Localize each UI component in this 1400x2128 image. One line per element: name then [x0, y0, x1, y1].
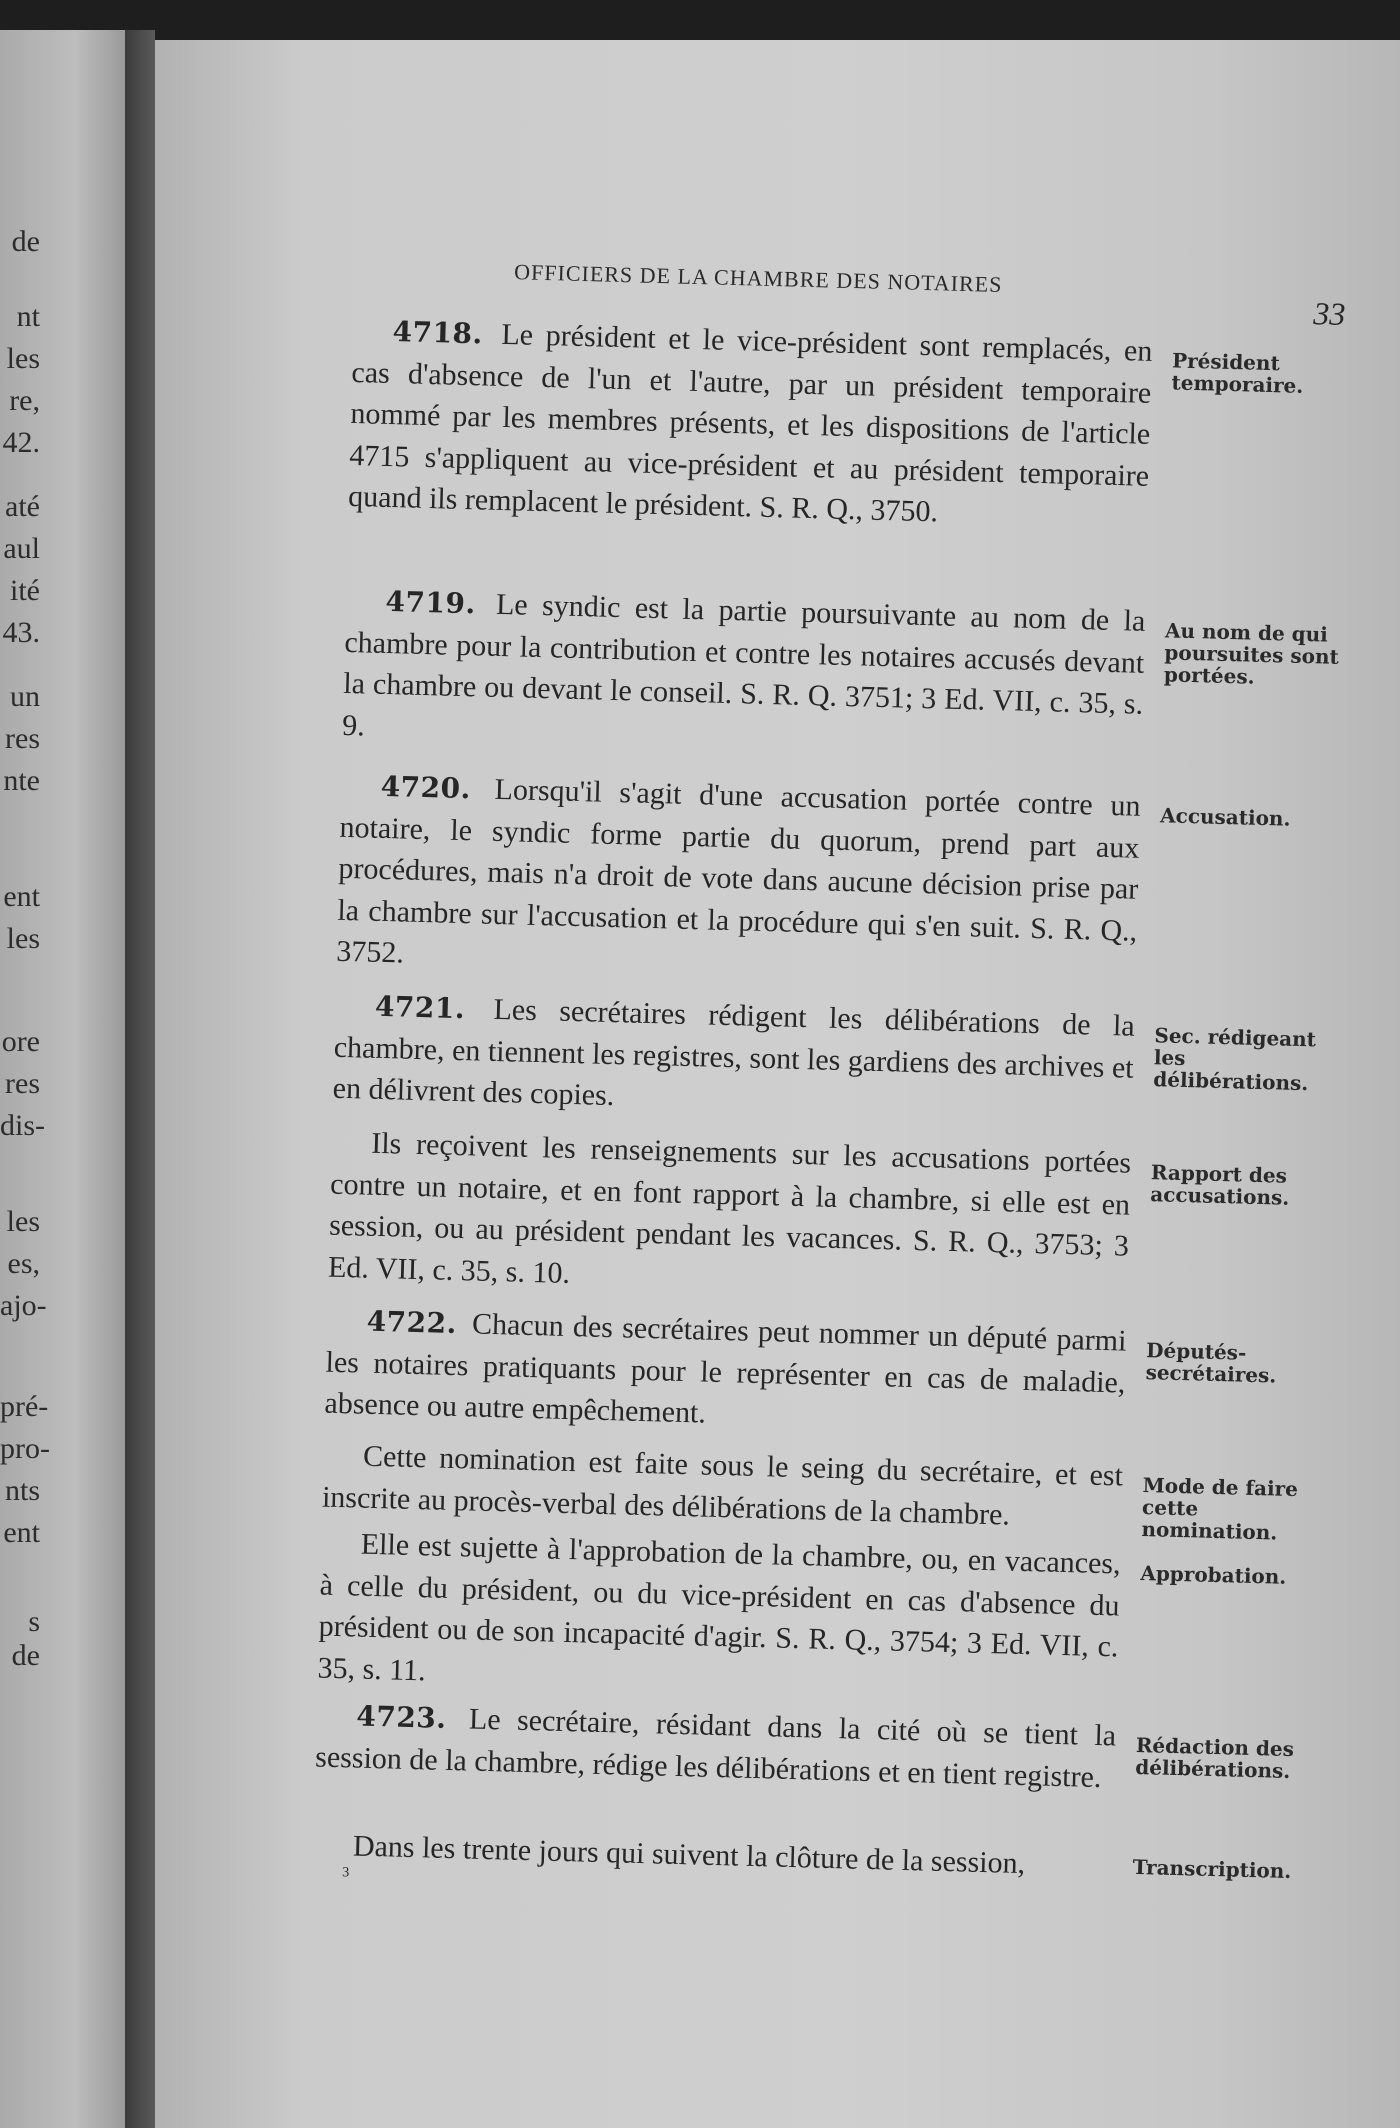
printer-signature-mark: 3	[342, 1865, 350, 1881]
left-page-fragment: re,	[9, 384, 40, 417]
left-page-fragment: res	[5, 722, 40, 755]
margin-note: Mode de faire cette nomination.	[1141, 1473, 1299, 1545]
article-4721-continued	[328, 1122, 1342, 1314]
article-body: Le président et le vice-président sont remplacés, en cas d'absence de l'un et l'autre, par un président temporaire nommé par les membres présents, et les dispositions de l'article 4715 s'appliquent au vice-président et au président temporaire quand ils remplacent le président. S. R. Q., 3750.	[347, 317, 1153, 529]
article-number: 4719.	[385, 584, 477, 621]
article-text	[315, 1695, 1117, 1799]
left-page-fragment: 42.	[2, 426, 40, 459]
left-page-edge	[0, 30, 125, 2128]
article-4721	[332, 985, 1345, 1136]
left-page-fragment: les	[6, 1205, 40, 1238]
margin-note: Sec. rédigeant les délibérations.	[1152, 1023, 1317, 1096]
article-number: 4720.	[380, 769, 472, 806]
article-4720	[336, 765, 1351, 999]
left-page-fragment: de	[11, 225, 40, 258]
left-page-fragment: pro-	[0, 1432, 50, 1465]
margin-note: Accusation.	[1159, 803, 1291, 831]
article-text: Ils reçoivent les renseignements sur les accusations portées contre un notaire, et en font rapport à la chambre, si elle est en session, ou au président pendant les vacances. S. R. Q., 3753; 3 Ed. VII, c. 35, s. 10.	[327, 1126, 1132, 1290]
left-page-fragment: dis-	[0, 1109, 45, 1142]
left-page-fragment: les	[6, 922, 40, 955]
article-text	[336, 765, 1141, 993]
article-body: Le secrétaire, résidant dans la cité où se tient la session de la chambre, rédige les délibérations et en tient registre.	[314, 1702, 1117, 1794]
article-4723-continued	[312, 1824, 1323, 1892]
left-page-fragment: 43.	[2, 616, 40, 649]
article-text	[342, 580, 1146, 767]
book-gutter	[125, 30, 155, 2128]
margin-note: Président temporaire.	[1171, 348, 1304, 398]
margin-note: Au nom de qui poursuites sont portées.	[1163, 618, 1340, 689]
margin-note: Transcription.	[1132, 1854, 1292, 1884]
left-page-fragment: ent	[3, 1516, 40, 1549]
left-page-fragment: es,	[7, 1247, 40, 1280]
left-page-fragment: s de	[11, 1605, 40, 1672]
left-page-fragment: un	[10, 680, 40, 713]
article-4719	[342, 580, 1356, 772]
left-page-fragment: ent	[3, 880, 40, 913]
margin-note: Rédaction des délibérations.	[1134, 1732, 1295, 1784]
article-number: 4722.	[366, 1304, 458, 1341]
article-number: 4718.	[392, 315, 484, 351]
article-body: Chacun des secrétaires peut nommer un député parmi les notaires pratiquants pour le représenter en cas de maladie, absence ou autre empêchement.	[324, 1307, 1127, 1430]
page-number: 33	[1312, 295, 1346, 332]
article-body: Lorsqu'il s'agit d'une accusation portée contre un notaire, le syndic forme partie du quorum, prend part aux procédures, mais n'a droit de vote dans aucune décision prise par la chambre sur l'accusation et la procédure qui s'en suit. S. R. Q., 3752.	[335, 772, 1141, 970]
left-page-fragment: nts	[4, 1474, 40, 1507]
left-page-fragment: res	[5, 1067, 40, 1100]
left-page-fragment: nte	[3, 764, 40, 797]
left-page-fragment: até	[5, 490, 40, 523]
margin-note: Rapport des accusations.	[1149, 1160, 1290, 1210]
article-text: Cette nomination est faite sous le seing du secrétaire, et est inscrite au procès-verbal des délibérations de la chambre.	[321, 1439, 1124, 1532]
margin-note: Députés-secrétaires.	[1145, 1338, 1277, 1388]
left-page-fragment: ore	[1, 1025, 40, 1058]
running-head: OFFICIERS DE LA CHAMBRE DES NOTAIRES	[513, 259, 1003, 297]
article-text: Elle est sujette à l'approbation de la chambre, ou, en vacances, à celle du président, ou du vice-président en cas d'absence du président ou de son incapacité d'agir. S. R. Q., 3754; 3 Ed. VII, c. 35, s. 11.	[317, 1527, 1122, 1687]
article-text	[348, 310, 1153, 538]
article-text: Dans les trente jours qui suivent la clôture de la session,	[352, 1829, 1026, 1881]
article-body: Les secrétaires rédigent les délibérations de la chambre, en tiennent les registres, sont les gardiens des archives et en délivrent des copies.	[332, 992, 1136, 1113]
right-page	[155, 40, 1400, 2128]
left-page-fragment: les	[6, 342, 40, 375]
article-4718	[348, 310, 1363, 544]
article-text	[332, 985, 1135, 1130]
page-content	[310, 240, 1364, 1976]
left-page-fragment: nt	[16, 300, 40, 333]
margin-note: Approbation.	[1140, 1561, 1287, 1589]
left-page-fragment: ité	[10, 574, 40, 607]
article-text	[324, 1300, 1127, 1445]
left-page-fragment: aul	[3, 532, 40, 565]
article-4722	[324, 1300, 1337, 1451]
left-page-fragment: ajo-	[0, 1289, 47, 1322]
article-body: Le syndic est la partie poursuivante au nom de la chambre pour la contribution et contre les notaires accusés devant la chambre ou devant le conseil. S. R. Q. 3751; 3 Ed. VII, c. 35, s. 9.	[341, 587, 1146, 742]
left-page-fragment: pré-	[0, 1390, 49, 1423]
article-number: 4721.	[374, 989, 466, 1026]
article-4722-approbation	[317, 1523, 1331, 1715]
article-number: 4723.	[355, 1699, 447, 1735]
